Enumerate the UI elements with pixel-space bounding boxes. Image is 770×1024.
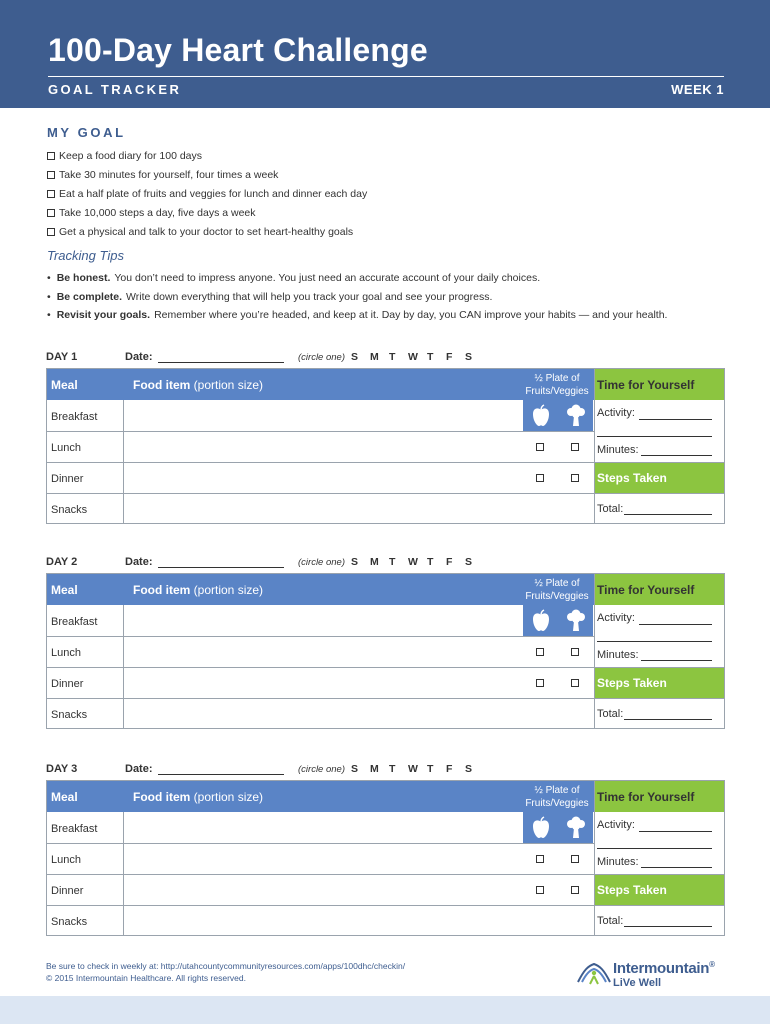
weekday-picker xyxy=(351,556,484,568)
divider xyxy=(594,574,595,729)
steps-taken-header: Steps Taken xyxy=(594,667,724,698)
weekday-option[interactable]: S xyxy=(351,351,359,363)
minutes-label: Minutes: xyxy=(597,856,639,868)
food-table xyxy=(46,780,725,936)
meal-header: Meal xyxy=(51,790,78,804)
weekday-option[interactable]: S xyxy=(351,763,359,775)
checkin-note: Be sure to check in weekly at: http://utahcountycommunityresources.com/apps/100dhc/checkin/ xyxy=(46,961,406,971)
divider xyxy=(47,874,594,875)
activity-field-line2[interactable] xyxy=(597,848,712,849)
time-for-yourself-header: Time for Yourself xyxy=(594,574,724,605)
footer-text xyxy=(46,960,405,984)
broccoli-icon xyxy=(558,605,593,636)
divider xyxy=(47,843,594,844)
copyright: © 2015 Intermountain Healthcare. All rights reserved. xyxy=(46,973,246,983)
goal-item: Keep a food diary for 100 days xyxy=(47,146,367,165)
activity-label: Activity: xyxy=(597,407,635,419)
meal-breakfast: Breakfast xyxy=(51,823,98,835)
date-label: Date: xyxy=(125,351,153,363)
broccoli-icon xyxy=(558,400,593,431)
apple-icon xyxy=(523,400,558,431)
weekday-option[interactable]: M xyxy=(370,556,379,568)
activity-label: Activity: xyxy=(597,612,635,624)
divider xyxy=(47,636,594,637)
week-label: WEEK 1 xyxy=(671,82,724,97)
plate-header: ½ Plate of Fruits/Veggies xyxy=(525,373,589,397)
food-header: Food item (portion size) xyxy=(133,790,264,804)
tip-item: • Be complete. Write down everything that will help you track your goal and see your progress. xyxy=(47,290,493,303)
plate-checkbox[interactable] xyxy=(571,855,579,863)
divider xyxy=(47,431,594,432)
intermountain-logo xyxy=(576,958,726,992)
meal-header: Meal xyxy=(51,378,78,392)
meal-snacks: Snacks xyxy=(51,709,88,721)
weekday-option[interactable]: T xyxy=(389,351,396,363)
plate-checkbox[interactable] xyxy=(536,679,544,687)
divider xyxy=(47,905,594,906)
meal-lunch: Lunch xyxy=(51,442,81,454)
goal-item: Take 10,000 steps a day, five days a week xyxy=(47,203,367,222)
header-rule xyxy=(48,76,724,77)
plate-checkbox[interactable] xyxy=(571,679,579,687)
logo-tagline: LiVe Well xyxy=(613,977,662,989)
plate-checkbox[interactable] xyxy=(571,648,579,656)
plate-checkbox[interactable] xyxy=(571,443,579,451)
steps-taken-header: Steps Taken xyxy=(594,462,724,493)
minutes-field[interactable] xyxy=(641,867,712,868)
circle-one-note: (circle one) xyxy=(298,764,345,775)
weekday-option[interactable]: T xyxy=(427,351,434,363)
day-section xyxy=(46,553,725,729)
steps-total-field[interactable] xyxy=(624,926,712,927)
goal-item: Get a physical and talk to your doctor to set heart-healthy goals xyxy=(47,222,367,241)
weekday-option[interactable]: T xyxy=(389,763,396,775)
plate-header: ½ Plate of Fruits/Veggies xyxy=(525,785,589,809)
day-section xyxy=(46,348,725,524)
divider xyxy=(594,493,724,494)
plate-checkbox[interactable] xyxy=(536,474,544,482)
circle-one-note: (circle one) xyxy=(298,352,345,363)
day-line xyxy=(46,553,725,573)
date-field[interactable] xyxy=(158,567,284,568)
apple-icon xyxy=(523,812,558,843)
plate-checkbox[interactable] xyxy=(536,443,544,451)
steps-total-label: Total: xyxy=(597,708,624,720)
plate-header: ½ Plate of Fruits/Veggies xyxy=(525,578,589,602)
plate-checkbox[interactable] xyxy=(536,886,544,894)
divider xyxy=(47,698,594,699)
date-label: Date: xyxy=(125,763,153,775)
divider xyxy=(47,667,594,668)
circle-one-note: (circle one) xyxy=(298,557,345,568)
checkbox-icon[interactable] xyxy=(47,171,55,179)
meal-snacks: Snacks xyxy=(51,916,88,928)
weekday-option[interactable]: F xyxy=(446,763,453,775)
divider xyxy=(594,905,724,906)
divider xyxy=(594,698,724,699)
table-header xyxy=(47,369,594,400)
day-line xyxy=(46,760,725,780)
weekday-option[interactable]: S xyxy=(465,556,473,568)
day-label: DAY 2 xyxy=(46,556,78,568)
weekday-option[interactable]: W xyxy=(408,763,418,775)
divider xyxy=(47,493,594,494)
minutes-field[interactable] xyxy=(641,455,712,456)
food-header: Food item (portion size) xyxy=(133,378,264,392)
day-line xyxy=(46,348,725,368)
goal-item: Eat a half plate of fruits and veggies for lunch and dinner each day xyxy=(47,184,367,203)
steps-total-label: Total: xyxy=(597,503,624,515)
table-header xyxy=(47,781,594,812)
meal-lunch: Lunch xyxy=(51,854,81,866)
day-section xyxy=(46,760,725,936)
steps-total-field[interactable] xyxy=(624,514,712,515)
steps-total-label: Total: xyxy=(597,915,624,927)
weekday-option[interactable]: W xyxy=(408,556,418,568)
page-subtitle: GOAL TRACKER xyxy=(48,82,182,97)
meal-lunch: Lunch xyxy=(51,647,81,659)
food-table xyxy=(46,573,725,729)
meal-dinner: Dinner xyxy=(51,473,84,485)
weekday-option[interactable]: F xyxy=(446,556,453,568)
divider xyxy=(594,667,724,668)
weekday-option[interactable]: S xyxy=(465,763,473,775)
meal-header: Meal xyxy=(51,583,78,597)
date-label: Date: xyxy=(125,556,153,568)
apple-icon xyxy=(523,605,558,636)
divider xyxy=(594,369,595,524)
table-header xyxy=(47,574,594,605)
time-for-yourself-header: Time for Yourself xyxy=(594,369,724,400)
weekday-picker xyxy=(351,351,484,363)
plate-checkbox[interactable] xyxy=(536,855,544,863)
weekday-option[interactable]: M xyxy=(370,351,379,363)
broccoli-icon xyxy=(558,812,593,843)
time-for-yourself-header: Time for Yourself xyxy=(594,781,724,812)
weekday-option[interactable]: T xyxy=(427,763,434,775)
goal-list xyxy=(47,146,367,241)
weekday-option[interactable]: W xyxy=(408,351,418,363)
meal-snacks: Snacks xyxy=(51,504,88,516)
weekday-option[interactable]: S xyxy=(465,351,473,363)
tips-list xyxy=(47,269,667,325)
meal-dinner: Dinner xyxy=(51,885,84,897)
logo-mark-icon xyxy=(576,960,612,986)
bullet-icon: • xyxy=(47,272,51,285)
activity-field[interactable] xyxy=(639,624,712,625)
activity-field[interactable] xyxy=(639,831,712,832)
weekday-option[interactable]: T xyxy=(389,556,396,568)
bullet-icon: • xyxy=(47,309,51,322)
date-field[interactable] xyxy=(158,774,284,775)
checkbox-icon[interactable] xyxy=(47,152,55,160)
weekday-option[interactable]: F xyxy=(446,351,453,363)
weekday-option[interactable]: T xyxy=(427,556,434,568)
checkbox-icon[interactable] xyxy=(47,228,55,236)
checkbox-icon[interactable] xyxy=(47,190,55,198)
meal-breakfast: Breakfast xyxy=(51,616,98,628)
bullet-icon: • xyxy=(47,290,51,303)
divider xyxy=(594,874,724,875)
activity-label: Activity: xyxy=(597,819,635,831)
divider xyxy=(594,462,724,463)
page-header xyxy=(0,0,770,108)
day-label: DAY 1 xyxy=(46,351,78,363)
weekday-picker xyxy=(351,763,484,775)
plate-checkbox[interactable] xyxy=(571,474,579,482)
goal-item: Take 30 minutes for yourself, four times a week xyxy=(47,165,367,184)
weekday-option[interactable]: M xyxy=(370,763,379,775)
activity-field-line2[interactable] xyxy=(597,436,712,437)
tip-item: • Be honest. You don’t need to impress anyone. You just need an accurate account of your daily choices. xyxy=(47,272,541,285)
checkbox-icon[interactable] xyxy=(47,209,55,217)
tips-heading: Tracking Tips xyxy=(47,248,124,263)
food-table xyxy=(46,368,725,524)
logo-name: Intermountain xyxy=(613,960,710,977)
activity-field[interactable] xyxy=(639,419,712,420)
divider xyxy=(594,781,595,936)
meal-dinner: Dinner xyxy=(51,678,84,690)
day-label: DAY 3 xyxy=(46,763,78,775)
minutes-label: Minutes: xyxy=(597,649,639,661)
steps-total-field[interactable] xyxy=(624,719,712,720)
date-field[interactable] xyxy=(158,362,284,363)
activity-field-line2[interactable] xyxy=(597,641,712,642)
meal-breakfast: Breakfast xyxy=(51,411,98,423)
minutes-field[interactable] xyxy=(641,660,712,661)
weekday-option[interactable]: S xyxy=(351,556,359,568)
plate-checkbox[interactable] xyxy=(536,648,544,656)
page-title: 100-Day Heart Challenge xyxy=(48,32,428,68)
goal-heading: MY GOAL xyxy=(47,125,126,140)
divider xyxy=(47,462,594,463)
food-header: Food item (portion size) xyxy=(133,583,264,597)
logo-registered-mark: ® xyxy=(709,960,715,969)
steps-taken-header: Steps Taken xyxy=(594,874,724,905)
tip-item: • Revisit your goals. Remember where you’re headed, and keep at it. Day by day, you CAN improve your habits — and your health. xyxy=(47,309,668,322)
minutes-label: Minutes: xyxy=(597,444,639,456)
bottom-bar xyxy=(0,996,770,1024)
plate-checkbox[interactable] xyxy=(571,886,579,894)
